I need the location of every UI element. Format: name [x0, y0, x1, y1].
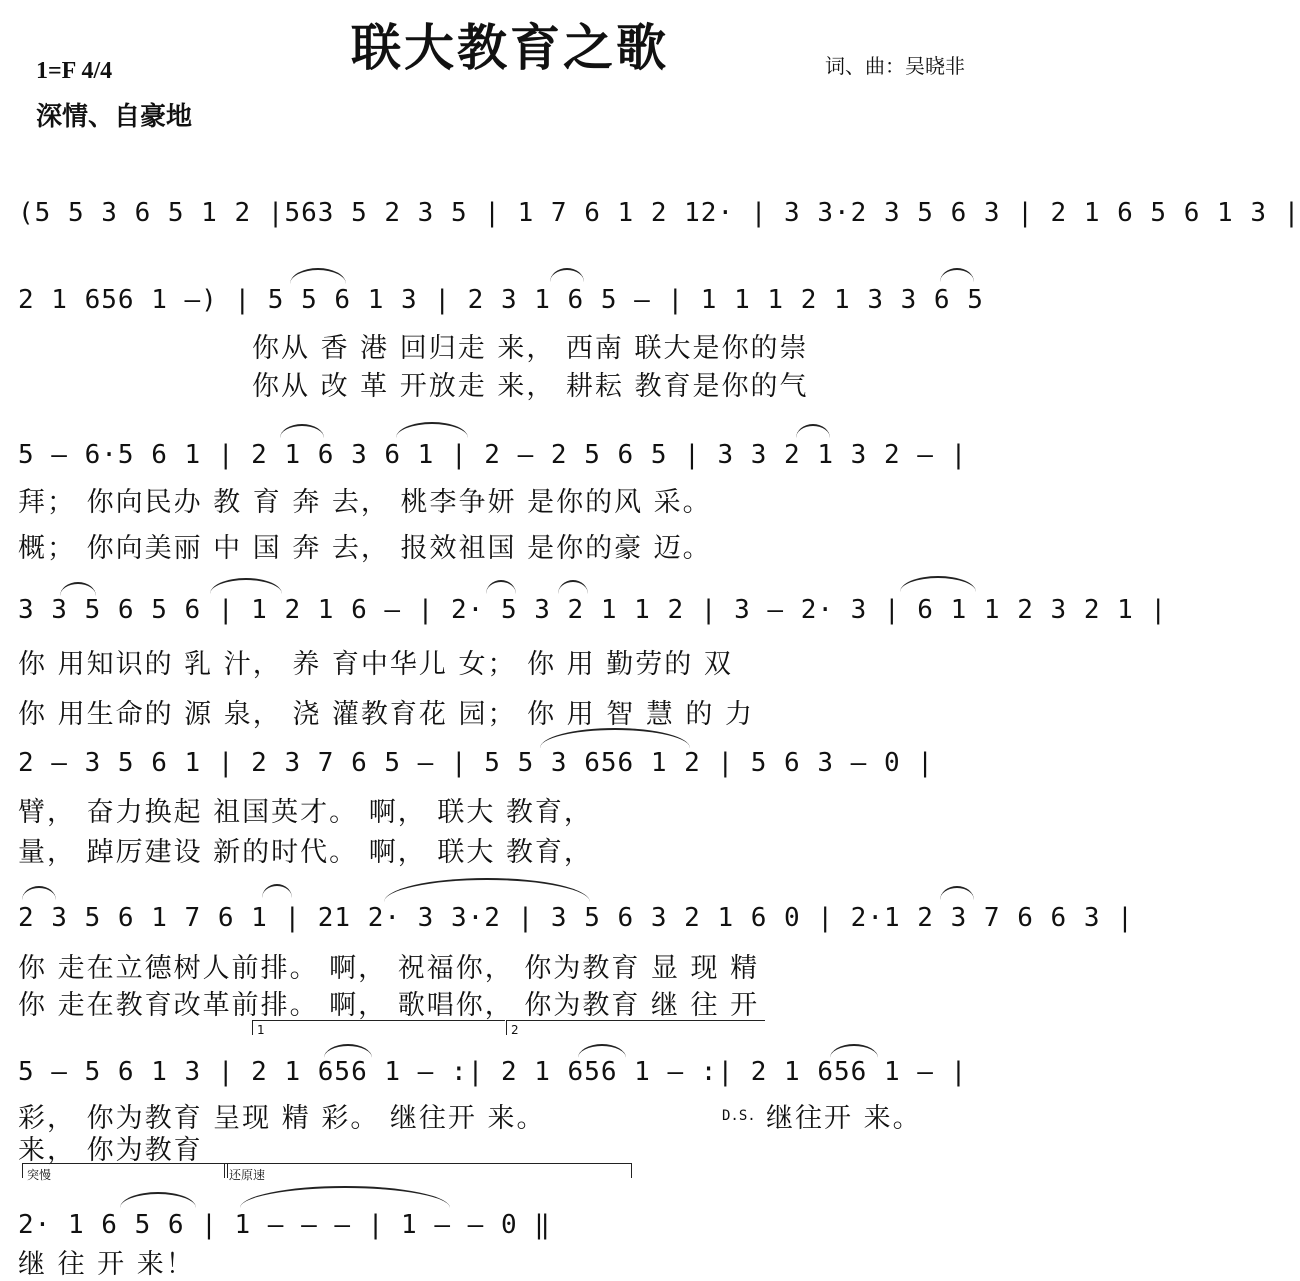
dal-segno-mark: D.S. — [722, 1108, 756, 1124]
composer-credit: 词、曲：吴晓非 — [825, 54, 965, 78]
lyric-line-4-verse-2: 你 用生命的 源 泉， 浇 灌教育花 园； 你 用 智 慧 的 力 — [18, 699, 754, 730]
slur — [486, 580, 516, 594]
slur — [830, 1044, 878, 1058]
lyric-line-7-verse-1: 彩， 你为教育 呈现 精 彩。 继往开 来。 — [18, 1103, 546, 1134]
notation-line-8: 2· 1 6 5 6 | 1 — — — | 1 — — 0 ‖ — [18, 1210, 551, 1240]
slur — [384, 878, 590, 902]
slur — [396, 422, 468, 438]
lyric-line-7-coda: 继往开 来。 — [766, 1103, 922, 1134]
slur — [578, 1044, 626, 1058]
lyric-line-5-verse-1: 臂， 奋力换起 祖国英才。 啊， 联大 教育， — [18, 797, 593, 828]
key-signature: 1=F 4/4 — [36, 58, 113, 84]
slur — [558, 580, 588, 594]
lyric-line-2-verse-2: 你从 改 革 开放走 来， 耕耘 教育是你的气 — [252, 371, 809, 402]
lyric-line-4-verse-1: 你 用知识的 乳 汁， 养 育中华儿 女； 你 用 勤劳的 双 — [18, 649, 733, 680]
notation-line-6: 2 3 5 6 1 7 6 1 | 21 2· 3 3·2 | 3 5 6 3 2 1 6 0 | 2·1 2 3 7 6 6 3 | — [18, 903, 1134, 933]
lyric-line-6-verse-1: 你 走在立德树人前排。 啊， 祝福你， 你为教育 显 现 精 — [18, 953, 760, 984]
slur — [550, 268, 584, 282]
slur — [120, 1192, 196, 1208]
slur — [540, 728, 690, 748]
song-title: 联大教育之歌 — [351, 18, 669, 77]
slur — [240, 1186, 450, 1208]
first-ending-label: 1 — [257, 1023, 265, 1037]
notation-line-2: 2 1 656 1 —) | 5 5 6 1 3 | 2 3 1 6 5 — | 1 1 1 2 1 3 3 6 5 — [18, 285, 984, 315]
slur — [60, 582, 96, 596]
lyric-line-7-verse-2: 来， 你为教育 — [18, 1135, 203, 1166]
slur — [290, 268, 346, 284]
notation-line-1: (5 5 3 6 5 1 2 |563 5 2 3 5 | 1 7 6 1 2 12· | 3 3·2 3 5 6 3 | 2 1 6 5 6 1 3 | — [18, 198, 1300, 228]
slur — [940, 886, 974, 900]
lyric-line-3-verse-2: 概； 你向美丽 中 国 奔 去， 报效祖国 是你的豪 迈。 — [18, 533, 712, 564]
a-tempo-bracket — [224, 1163, 632, 1182]
lyric-line-2-verse-1: 你从 香 港 回归走 来， 西南 联大是你的崇 — [252, 333, 809, 364]
slur — [280, 424, 324, 438]
sudden-slow-bracket — [22, 1163, 228, 1182]
lyric-line-6-verse-2: 你 走在教育改革前排。 啊， 歌唱你， 你为教育 继 往 开 — [18, 990, 760, 1021]
slur — [262, 884, 292, 898]
slur — [900, 576, 976, 592]
slur — [940, 268, 974, 282]
sudden-slow-label: 突慢 — [27, 1168, 52, 1182]
slur — [210, 578, 282, 594]
lyric-line-8: 继 往 开 来！ — [18, 1249, 195, 1280]
slur — [22, 886, 56, 900]
slur — [324, 1044, 372, 1058]
notation-line-7: 5 — 5 6 1 3 | 2 1 656 1 — :| 2 1 656 1 — :| 2 1 656 1 — | — [18, 1057, 968, 1087]
a-tempo-label: 还原速 — [229, 1168, 266, 1182]
slur — [796, 424, 830, 438]
lyric-line-3-verse-1: 拜； 你向民办 教 育 奔 去， 桃李争妍 是你的风 采。 — [18, 487, 712, 518]
notation-line-5: 2 — 3 5 6 1 | 2 3 7 6 5 — | 5 5 3 656 1 2 | 5 6 3 — 0 | — [18, 748, 934, 778]
lyric-line-5-verse-2: 量， 踔厉建设 新的时代。 啊， 联大 教育， — [18, 837, 593, 868]
first-ending-bracket — [252, 1020, 505, 1035]
second-ending-label: 2 — [511, 1023, 519, 1037]
tempo-marking: 深情、自豪地 — [36, 102, 193, 132]
notation-line-3: 5 — 6·5 6 1 | 2 1 6 3 6 1 | 2 — 2 5 6 5 | 3 3 2 1 3 2 — | — [18, 440, 968, 470]
notation-line-4: 3 3 5 6 5 6 | 1 2 1 6 — | 2· 5 3 2 1 1 2 | 3 — 2· 3 | 6 1 1 2 3 2 1 | — [18, 595, 1168, 625]
second-ending-bracket — [506, 1020, 765, 1035]
